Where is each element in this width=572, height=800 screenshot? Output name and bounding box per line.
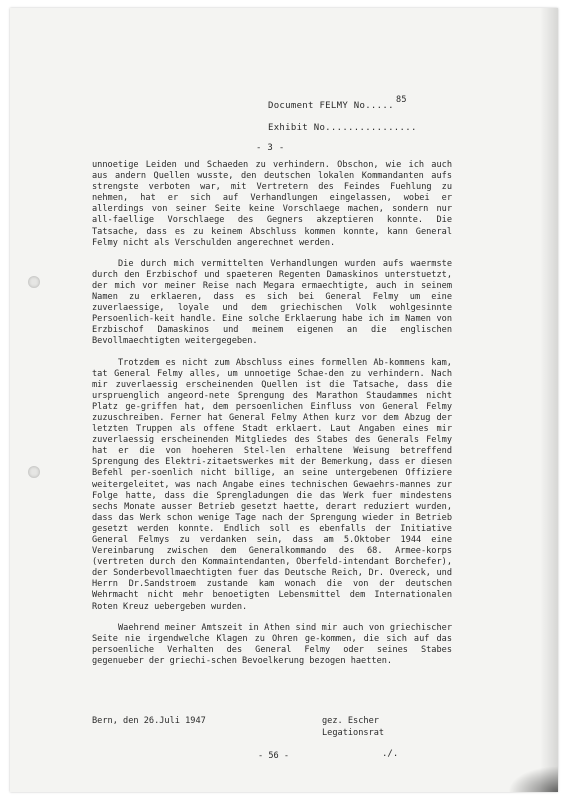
page-marker: - 3 -: [256, 143, 285, 153]
signer-name: gez. Escher: [322, 716, 379, 726]
document-number-line: Document FELMY No..... 85: [268, 95, 407, 111]
continuation-mark: ./.: [382, 749, 399, 759]
punch-hole: [28, 466, 40, 478]
scan-corner-shadow: [508, 766, 558, 792]
signer-title: Legationsrat: [322, 728, 385, 738]
punch-hole: [28, 276, 40, 288]
paragraph-2: Die durch mich vermittelten Verhandlungen wurden aufs waermste durch den Erzbischof und spaeteren Regenten Damaskinos unterstuetzt, der mich vor meiner Reise nach Megara ermaechtigte, auch in seinem Namen zu erklaeren, dass es sich bei General Felmy um eine zuverlaessige, loyale und dem griechischen Volk wohlgesinnte Persoenlich-keit handle. Eine solche Erklaerung habe ich im Namen von Erzbischof Damaskinos und meinem eigenen an die englischen Bevollmaechtigten weitergegeben.: [92, 258, 452, 347]
paragraph-1: unnoetige Leiden und Schaeden zu verhindern. Obschon, wie ich auch aus andern Quellen wusste, den deutschen lokalen Kommandanten aufs strengste verboten war, mit Vertretern des Feindes Fuehlung zu nehmen, hat er sich auf Verhandlungen eingelassen, wobei er allerdings von seiner Seite keine Vorschlaege machen, sondern nur all-faellige Vorschlaege des Gegners akzeptieren konnte. Die Tatsache, dass es zu keinem Abschluss kommen konnte, kann General Felmy nicht als Verschulden angerechnet werden.: [92, 160, 452, 248]
scan-edge-shadow: [540, 8, 558, 792]
paragraph-3: Trotzdem es nicht zum Abschluss eines formellen Ab-kommens kam, tat General Felmy alles, um unnoetige Schae-den zu verhindern. Nach mir zuverlaessig erscheinenden Quellen ist die Tatsache, dass die urspruenglich angeord-nete Sprengung des Marathon Staudammes nicht Platz ge-griffen hat, dem persoenlichen Einfluss von General Felmy zuzuschreiben. Ferner hat General Felmy Athen kurz vor dem Abzug der letzten Truppen als offene Stadt erklaert. Laut Angaben eines mir zuverlaessig erscheinenden Mitgliedes des Stabes des Generals Felmy hat er die von hoeheren Stel-len erhaltene Weisung betreffend Sprengung des Elektri-zitaetswerkes mit der Bemerkung, dass er diesen Befehl per-soenlich nicht billige, an seine untergebenen Offiziere weitergeleitet, was nach Angabe eines technischen Gewaehrs-mannes zur Folge hatte, dass die Sprengladungen die das Werk fuer mindestens sechs Monate ausser Betrieb gesetzt haette, derart reduziert wurden, dass das Werk schon wenige Tage nach der Sprengung wieder in Betrieb gesetzt werden konnte. Endlich soll es ebenfalls der Initiative General Felmys zu verdanken sein, dass am 5.Oktober 1944 eine Vereinbarung zwischen dem Generalkommando des 68. Armee-korps (vertreten durch den Kommaintendanten, Oberfeld-intendant Borchefer), der Sonderbevollmaechtigten fuer das Deutsche Reich, Dr. Overeck, und Herrn Dr.Sandstroem zustande kam wonach die von der deutschen Wehrmacht nicht mehr benoetigten Lebensmittel dem Internationalen Roten Kreuz uebergeben wurden.: [92, 357, 452, 612]
exhibit-line: Exhibit No................: [268, 123, 417, 133]
document-number: 85: [396, 95, 407, 105]
paragraph-4: Waehrend meiner Amtszeit in Athen sind mir auch von griechischer Seite nie irgendwelche Klagen zu Ohren ge-kommen, die sich auf das persoenliche Verhalten des General Felmy oder seines Stabes gegenueber der griechi-schen Bevoelkerung bezogen haetten.: [92, 622, 452, 666]
document-page: [10, 8, 558, 792]
page-number: - 56 -: [258, 751, 290, 761]
letter-body: [92, 160, 452, 677]
place-date: Bern, den 26.Juli 1947: [92, 716, 206, 726]
